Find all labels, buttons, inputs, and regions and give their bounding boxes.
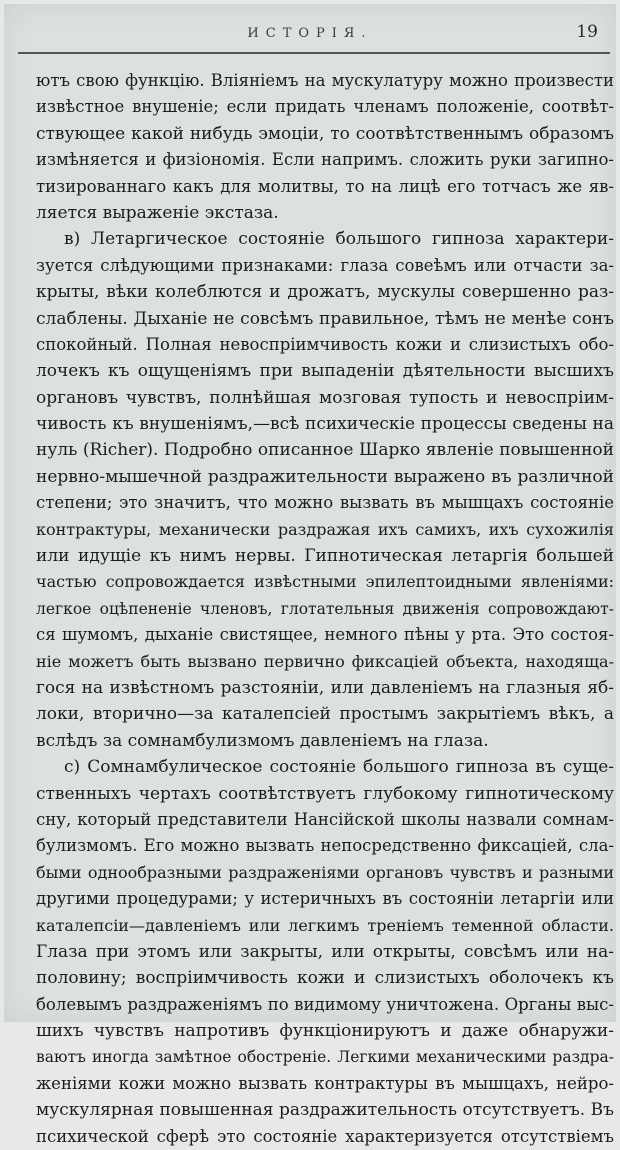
text-line: сну, который представители Нансійской школы назвали сомнам-	[36, 809, 614, 829]
page-header	[18, 22, 602, 52]
text-line: болевымъ раздраженіямъ по видимому уничтожена. Органы выс-	[36, 994, 614, 1014]
text-line: нуль (Richer). Подробно описанное Шарко явленіе повышенной	[36, 440, 614, 461]
text-line: спокойный. Полная невоспріимчивость кожи и слизистыхъ обо-	[36, 334, 614, 354]
text-line: другими процедурами; у истеричныхъ въ состояніи летаргіи или	[36, 889, 614, 909]
text-line: ніе можетъ быть вызвано первично фиксаціей объекта, находяща-	[36, 651, 614, 671]
page-number: 19	[576, 22, 598, 42]
header-rule	[18, 52, 610, 54]
running-title: ИСТОРІЯ.	[247, 26, 373, 41]
text-line: булизмомъ. Его можно вызвать непосредственно фиксаціей, сла-	[36, 836, 614, 856]
text-line: степени; это значитъ, что можно вызвать въ мышцахъ состояніе	[36, 493, 614, 513]
text-line: Глаза при этомъ или закрыты, или открыты, совсѣмъ или на-	[36, 941, 614, 962]
text-line: ствующее какой нибудь эмоціи, то соотвѣтственнымъ образомъ	[36, 123, 614, 144]
text-line: лочекъ къ ощущеніямъ при выпаденіи дѣятельности высшихъ	[36, 361, 614, 382]
text-line: каталепсіи—давленіемъ или легкимъ треніемъ теменной области.	[36, 915, 614, 935]
text-line: локи, вторично—за каталепсіей простымъ закрытіемъ вѣкъ, а	[36, 704, 614, 725]
text-line: ственныхъ чертахъ соотвѣтствуетъ глубокому гипнотическому	[36, 783, 614, 804]
text-line: вслѣдъ за сомнамбулизмомъ давленіемъ на глаза.	[36, 730, 489, 751]
text-line: чивость къ внушеніямъ,—всѣ психическіе процессы сведены на	[36, 414, 614, 435]
text-line: половину; воспріимчивость кожи и слизистыхъ оболочекъ къ	[36, 968, 614, 989]
text-line: ляется выраженіе экстаза.	[36, 202, 279, 223]
book-page	[4, 4, 616, 1146]
text-line: тизированнаго какъ для молитвы, то на лицѣ его тотчасъ же яв-	[36, 176, 614, 196]
text-line: психической сферѣ это состояніе характеризуется отсутствіемъ	[36, 1126, 614, 1146]
text-line: гося на извѣстномъ разстояніи, или давленіемъ на глазныя яб-	[36, 677, 614, 698]
text-line: или идущіе къ нимъ нервы. Гипнотическая летаргія большей	[36, 546, 614, 567]
text-line: нервно-мышечной раздражительности выражено въ различной	[36, 466, 614, 487]
text-line: в) Летаргическое состояніе большого гипноза характери-	[64, 229, 614, 250]
text-line: слаблены. Дыханіе не совсѣмъ правильное, тѣмъ не менѣе сонъ	[36, 308, 614, 329]
text-line: ся шумомъ, дыханіе свистящее, немного пѣны у рта. Это состоя-	[36, 625, 614, 645]
text-line: извѣстное внушеніе; если придать членамъ положеніе, соотвѣт-	[36, 97, 614, 117]
text-line: органовъ чувствъ, полнѣйшая мозговая тупость и невоспріим-	[36, 387, 614, 408]
text-line: крыты, вѣки колеблются и дрожатъ, мускулы совершенно раз-	[36, 282, 614, 303]
text-line: шихъ чувствъ напротивъ функціонируютъ и даже обнаружи-	[36, 1021, 614, 1042]
text-line: легкое оцѣпененіе членовъ, глотательныя движенія сопровождают-	[36, 599, 614, 618]
body-text	[36, 68, 614, 1150]
text-line: ютъ свою функцію. Вліяніемъ на мускулатуру можно произвести	[36, 71, 614, 90]
text-line: контрактуры, механически раздражая ихъ самихъ, ихъ сухожилія	[36, 519, 614, 539]
text-line: зуется слѣдующими признаками: глаза совеѣмъ или отчасти за-	[36, 255, 614, 275]
text-line: частью сопровождается извѣстными эпилептоидными явленіями:	[36, 572, 614, 592]
text-line: женіями кожи можно вызвать контрактуры въ мышцахъ, нейро-	[36, 1073, 614, 1093]
text-line: измѣняется и физіономія. Если напримъ. сложить руки загипно-	[36, 150, 614, 170]
text-line: быми однообразными раздраженіями органовъ чувствъ и разными	[36, 862, 614, 882]
text-line: с) Сомнамбулическое состояніе большого гипноза въ суще-	[64, 757, 614, 778]
text-line: мускулярная повышенная раздражительность отсутствуетъ. Въ	[36, 1100, 614, 1121]
text-line: ваютъ иногда замѣтное обостреніе. Легкими механическими раздра-	[36, 1048, 614, 1067]
